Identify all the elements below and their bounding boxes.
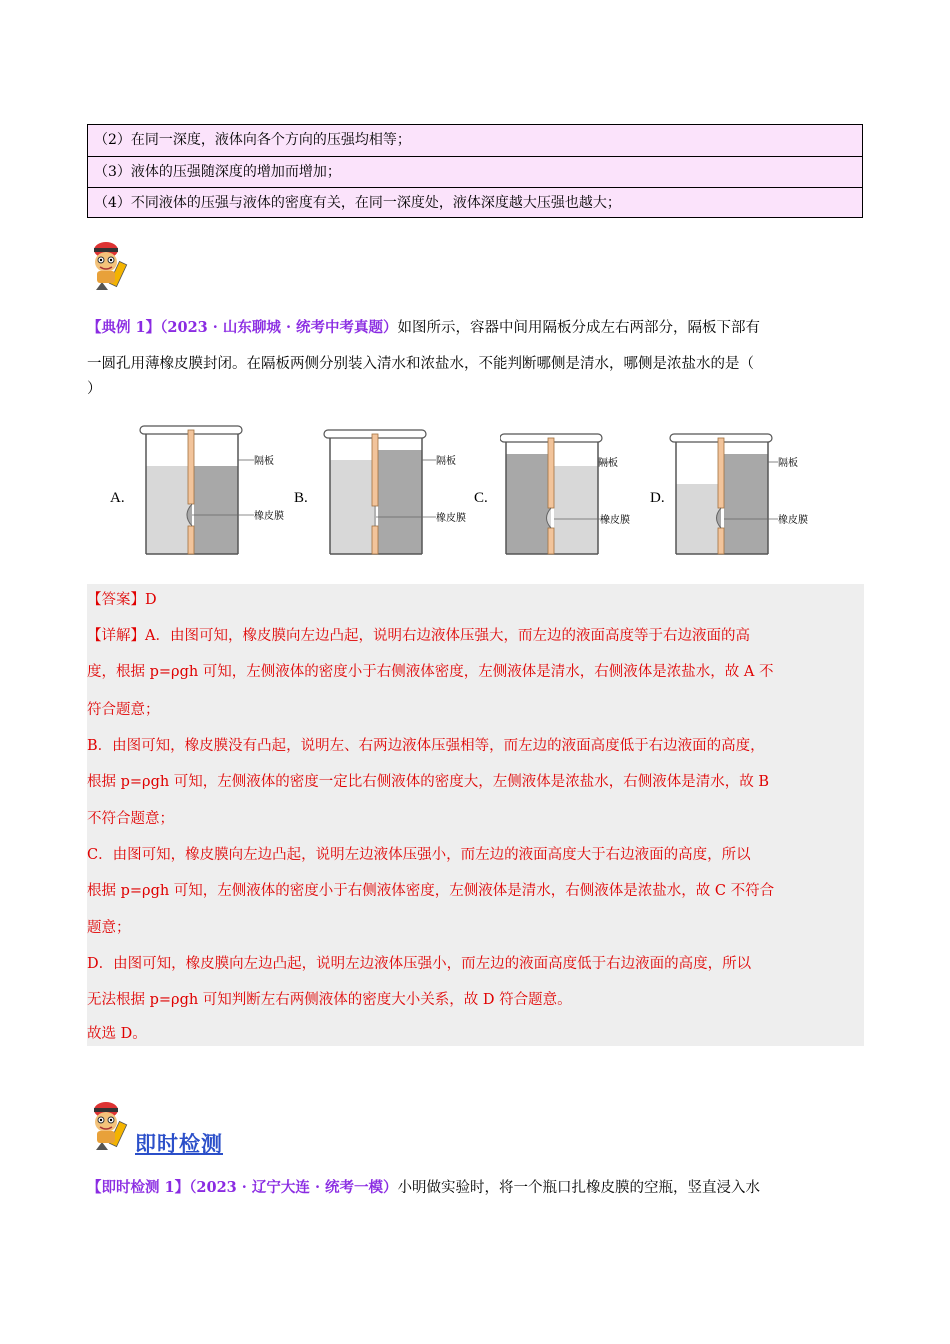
detail-line-5: 根据 p=ρgh 可知，左侧液体的密度一定比右侧液体的密度大，左侧液体是浓盐水，右侧液体是清水，故 B (87, 774, 770, 790)
figure-option-d (640, 420, 820, 560)
membrane-label: 橡皮膜 (600, 515, 630, 526)
rule-2: （2）在同一深度，液体向各个方向的压强均相等； (94, 132, 411, 148)
container-diagram-d (666, 420, 856, 560)
example-line-1: 如图所示，容器中间用隔板分成左右两部分，隔板下部有 (397, 320, 761, 336)
membrane-label: 橡皮膜 (254, 511, 284, 522)
section-title: 即时检测 (135, 1131, 223, 1156)
option-b-label: B. (294, 490, 308, 506)
pencil-mascot-icon (88, 240, 128, 292)
partition-label: 隔板 (778, 458, 798, 469)
example-tag: 【典例 1】 (87, 319, 161, 336)
partition-label: 隔板 (436, 456, 456, 467)
detail-line-11: 无法根据 p=ρgh 可知判断左右两侧液体的密度大小关系，故 D 符合题意。 (87, 992, 572, 1008)
rule-4: （4）不同液体的压强与液体的密度有关，在同一深度处，液体深度越大压强也越大； (88, 187, 862, 218)
example-line-2: 一圆孔用薄橡皮膜封闭。在隔板两侧分别装入清水和浓盐水，不能判断哪侧是清水，哪侧是浓盐水的是（ (87, 356, 754, 372)
example-line-3: ） (87, 381, 102, 397)
partition-label: 隔板 (598, 458, 618, 469)
quiz-question (87, 1170, 867, 1206)
rule-3: （3）液体的压强随深度的增加而增加； (88, 156, 862, 187)
detail-line-1: 【详解】A．由图可知，橡皮膜向左边凸起，说明右边液体压强大，而左边的液面高度等于右边液面的高 (87, 628, 750, 644)
pressure-rules-box (87, 124, 863, 218)
detail-line-8: 根据 p=ρgh 可知，左侧液体的密度小于右侧液体密度，左侧液体是清水，右侧液体是浓盐水，故 C 不符合 (87, 883, 775, 899)
partition-label: 隔板 (254, 456, 274, 467)
example-source: （2023 · 山东聊城 · 统考中考真题） (160, 319, 398, 336)
figure-option-c (464, 420, 644, 560)
answer-line: 【答案】D (87, 592, 157, 608)
detail-line-10: D．由图可知，橡皮膜向左边凸起，说明左边液体压强小，而左边的液面高度低于右边液面的高度，所以 (87, 956, 752, 972)
option-a-label: A. (110, 490, 125, 506)
detail-line-6: 不符合题意； (87, 811, 174, 827)
pencil-mascot-icon (88, 1100, 128, 1152)
example-question (87, 310, 863, 396)
answer-explanation-block (87, 584, 864, 1046)
detail-tag: 【详解】 (87, 628, 145, 644)
detail-line-12: 故选 D。 (87, 1026, 147, 1042)
figure-option-a (100, 420, 284, 560)
detail-line-9: 题意； (87, 920, 131, 936)
quiz-text: 小明做实验时，将一个瓶口扎橡皮膜的空瓶，竖直浸入水 (397, 1180, 761, 1196)
detail-line-7: C．由图可知，橡皮膜向左边凸起，说明左边液体压强小，而左边的液面高度大于右边液面的高度，所以 (87, 847, 751, 863)
membrane-label: 橡皮膜 (436, 513, 466, 524)
figure-option-b (284, 420, 464, 560)
option-d-label: D. (650, 490, 665, 506)
membrane-label: 橡皮膜 (778, 515, 808, 526)
option-c-label: C. (474, 490, 488, 506)
quiz-tag: 【即时检测 1】 (87, 1179, 190, 1196)
quiz-source: （2023 · 辽宁大连 · 统考一模） (189, 1179, 398, 1196)
detail-line-2: 度，根据 p=ρgh 可知，左侧液体的密度小于右侧液体密度，左侧液体是清水，右侧液体是浓盐水，故 A 不 (87, 664, 774, 680)
detail-line-3: 符合题意； (87, 702, 160, 718)
container-figures (100, 420, 840, 560)
detail-line-4: B．由图可知，橡皮膜没有凸起，说明左、右两边液体压强相等，而左边的液面高度低于右边液面的高度， (87, 738, 765, 754)
